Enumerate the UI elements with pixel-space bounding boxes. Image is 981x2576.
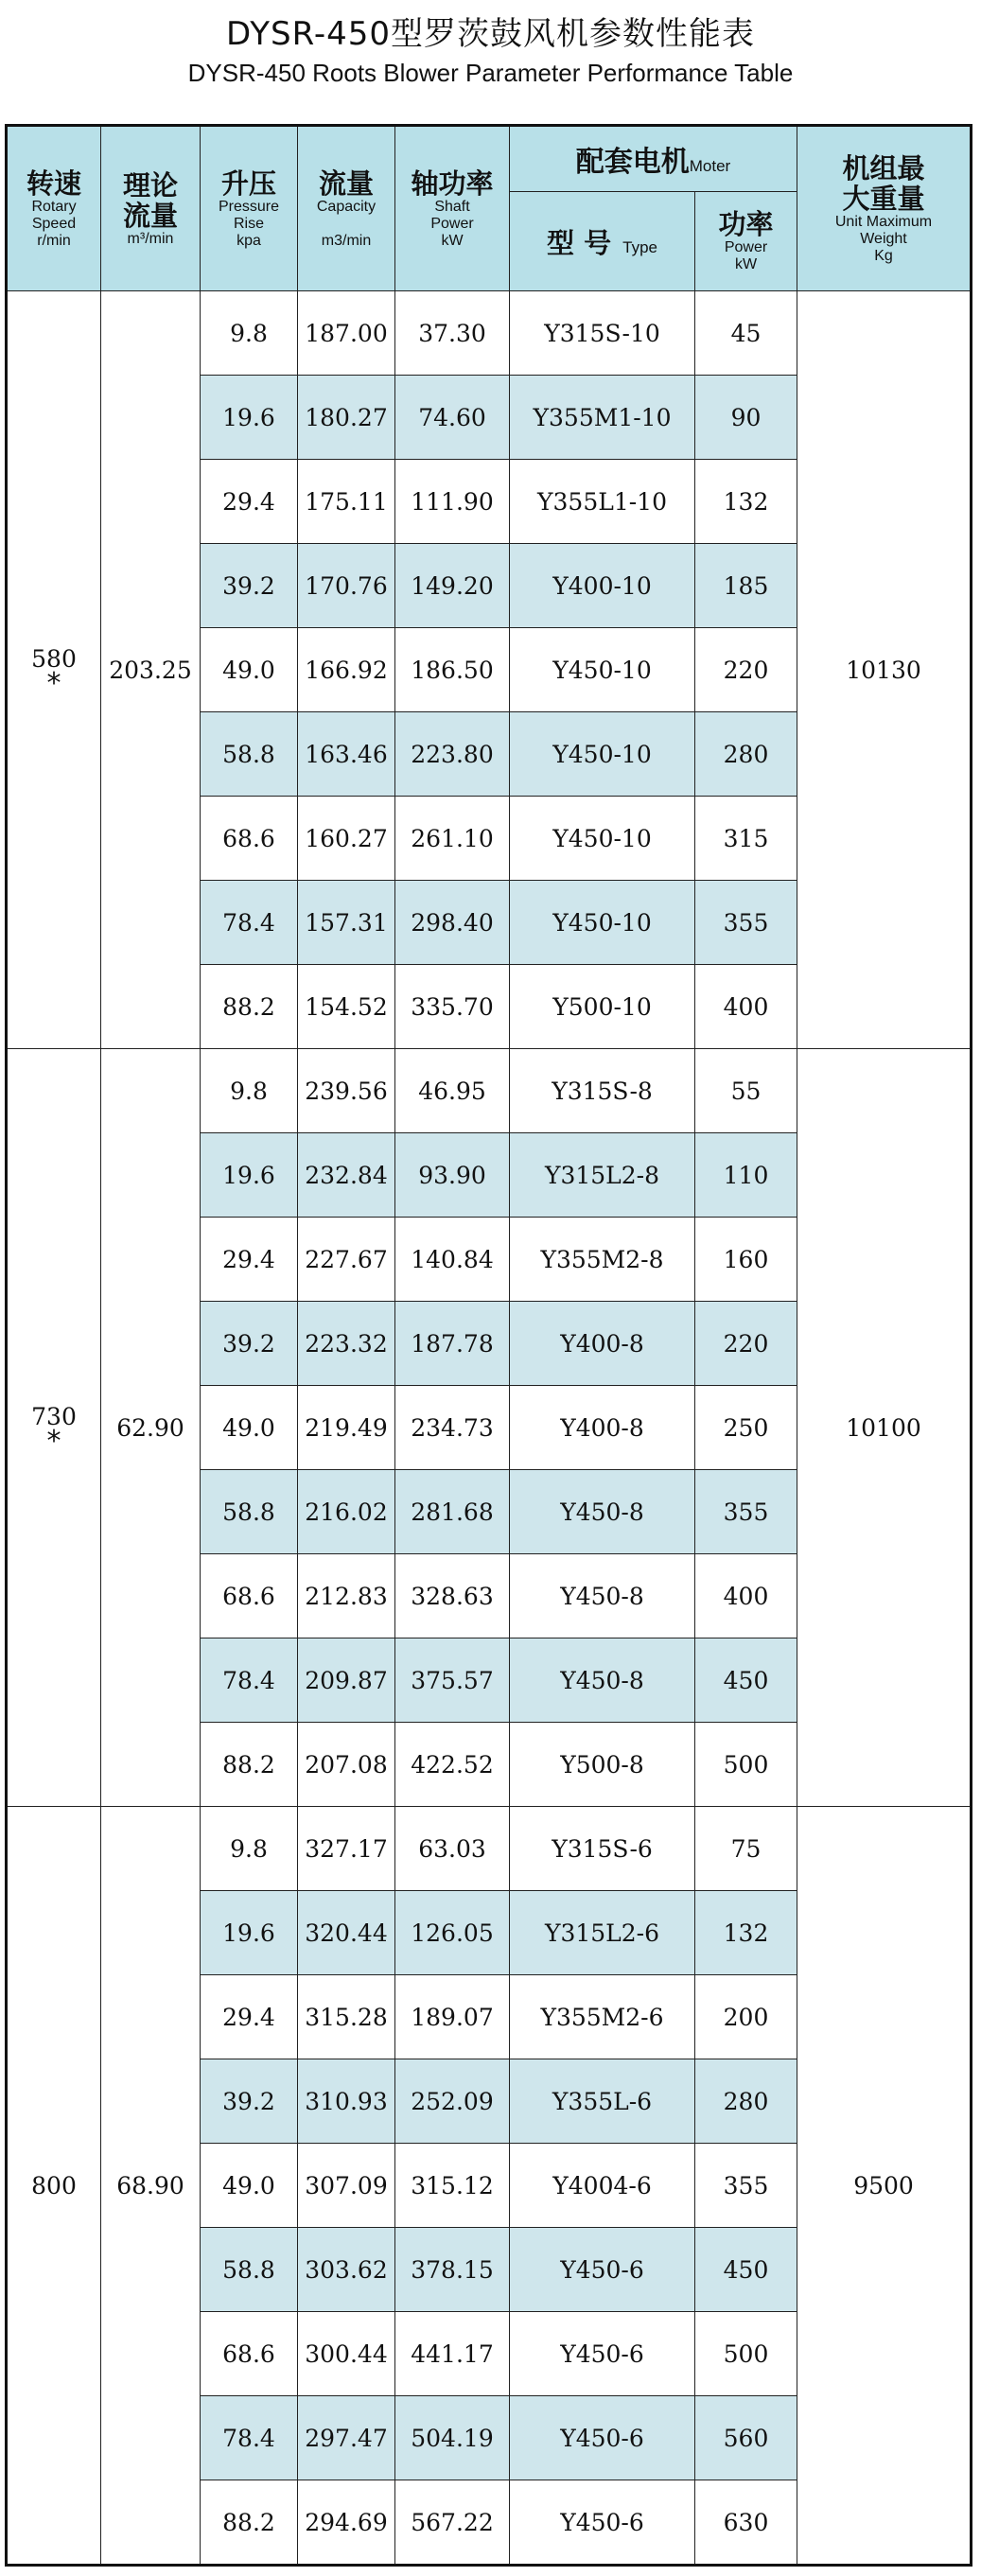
motor-power-cell: 560: [695, 2396, 797, 2480]
motor-type-cell: Y355M2-8: [510, 1218, 695, 1302]
page-title: DYSR-450型罗茨鼓风机参数性能表: [225, 15, 756, 53]
header-capacity-en: Capacity: [316, 198, 377, 215]
motor-power-cell: 355: [695, 1470, 797, 1554]
header-speed: [7, 126, 101, 291]
pressure-cell: 58.8: [201, 2228, 298, 2312]
capacity-cell: 180.27: [298, 376, 395, 460]
header-pressure-rise: [201, 126, 298, 291]
shaft-power-cell: 378.15: [395, 2228, 510, 2312]
pressure-cell: 78.4: [201, 881, 298, 965]
motor-power-cell: 220: [695, 1302, 797, 1386]
motor-type-cell: Y450-6: [510, 2396, 695, 2480]
motor-power-cell: 45: [695, 291, 797, 376]
motor-power-cell: 250: [695, 1386, 797, 1470]
capacity-cell: 315.28: [298, 1975, 395, 2059]
motor-type-cell: Y450-10: [510, 712, 695, 797]
motor-power-cell: 160: [695, 1218, 797, 1302]
pressure-cell: 78.4: [201, 1638, 298, 1723]
shaft-power-cell: 149.20: [395, 544, 510, 628]
table-row: [7, 291, 972, 376]
pressure-cell: 9.8: [201, 291, 298, 376]
motor-power-cell: 630: [695, 2480, 797, 2566]
parameter-table: [5, 124, 972, 2567]
motor-type-cell: Y315S-10: [510, 291, 695, 376]
motor-power-cell: 500: [695, 2312, 797, 2396]
speed-cell: [7, 1049, 101, 1807]
motor-type-cell: Y450-10: [510, 881, 695, 965]
pressure-cell: 88.2: [201, 965, 298, 1049]
capacity-cell: 207.08: [298, 1723, 395, 1807]
pressure-cell: 68.6: [201, 797, 298, 881]
motor-power-cell: 400: [695, 965, 797, 1049]
capacity-cell: 294.69: [298, 2480, 395, 2566]
pressure-cell: 88.2: [201, 2480, 298, 2566]
shaft-power-cell: 422.52: [395, 1723, 510, 1807]
motor-type-cell: Y500-10: [510, 965, 695, 1049]
capacity-cell: 154.52: [298, 965, 395, 1049]
header-flow-cn1: 理论: [122, 168, 178, 202]
shaft-power-cell: 234.73: [395, 1386, 510, 1470]
capacity-cell: 239.56: [298, 1049, 395, 1133]
shaft-power-cell: 504.19: [395, 2396, 510, 2480]
capacity-cell: 157.31: [298, 881, 395, 965]
capacity-cell: 175.11: [298, 460, 395, 544]
shaft-power-cell: 335.70: [395, 965, 510, 1049]
header-weight-en2: Weight: [860, 230, 907, 247]
motor-power-cell: 280: [695, 2059, 797, 2144]
capacity-cell: 300.44: [298, 2312, 395, 2396]
motor-power-cell: 450: [695, 1638, 797, 1723]
capacity-cell: 327.17: [298, 1807, 395, 1891]
motor-type-cell: Y315L2-6: [510, 1891, 695, 1975]
motor-power-cell: 355: [695, 881, 797, 965]
speed-cell: [7, 291, 101, 1049]
pressure-cell: 49.0: [201, 628, 298, 712]
header-motor: [510, 126, 797, 192]
motor-type-cell: Y500-8: [510, 1723, 695, 1807]
motor-power-cell: 110: [695, 1133, 797, 1218]
pressure-cell: 19.6: [201, 1133, 298, 1218]
header-speed-en2: Speed: [31, 215, 77, 232]
header-pressure-cn: 升压: [220, 166, 276, 200]
motor-type-cell: Y450-6: [510, 2480, 695, 2566]
header-shaft-en2: Power: [430, 215, 474, 232]
motor-type-cell: Y355L1-10: [510, 460, 695, 544]
header-weight-unit: Kg: [874, 247, 893, 264]
header-flow-unit: m³/min: [127, 230, 174, 247]
shaft-power-cell: 140.84: [395, 1218, 510, 1302]
shaft-power-cell: 261.10: [395, 797, 510, 881]
motor-type-cell: Y450-10: [510, 628, 695, 712]
capacity-cell: 227.67: [298, 1218, 395, 1302]
header-shaft-unit: kW: [441, 232, 464, 249]
header-shaft-en1: Shaft: [434, 198, 470, 215]
speed-mark: *: [46, 666, 61, 700]
motor-type-cell: Y315L2-8: [510, 1133, 695, 1218]
capacity-cell: 163.46: [298, 712, 395, 797]
shaft-power-cell: 567.22: [395, 2480, 510, 2566]
pressure-cell: 29.4: [201, 460, 298, 544]
motor-type-cell: Y400-8: [510, 1386, 695, 1470]
header-unit-weight: [797, 126, 972, 291]
shaft-power-cell: 93.90: [395, 1133, 510, 1218]
motor-type-cell: Y4004-6: [510, 2144, 695, 2228]
header-weight-cn2: 大重量: [842, 182, 925, 215]
header-weight-en1: Unit Maximum: [834, 213, 933, 230]
unit-weight-cell: 10100: [797, 1049, 972, 1807]
pressure-cell: 68.6: [201, 1554, 298, 1638]
motor-type-cell: Y450-6: [510, 2312, 695, 2396]
pressure-cell: 9.8: [201, 1049, 298, 1133]
header-capacity: [298, 126, 395, 291]
motor-type-cell: Y450-8: [510, 1470, 695, 1554]
header-motor-power: [695, 192, 797, 291]
capacity-cell: 307.09: [298, 2144, 395, 2228]
pressure-cell: 49.0: [201, 1386, 298, 1470]
motor-power-cell: 450: [695, 2228, 797, 2312]
header-pressure-en1: Pressure: [218, 198, 280, 215]
motor-type-cell: Y400-8: [510, 1302, 695, 1386]
pressure-cell: 49.0: [201, 2144, 298, 2228]
shaft-power-cell: 441.17: [395, 2312, 510, 2396]
motor-power-cell: 500: [695, 1723, 797, 1807]
motor-type-cell: Y450-6: [510, 2228, 695, 2312]
shaft-power-cell: 46.95: [395, 1049, 510, 1133]
motor-power-cell: 55: [695, 1049, 797, 1133]
shaft-power-cell: 315.12: [395, 2144, 510, 2228]
motor-power-cell: 132: [695, 1891, 797, 1975]
motor-type-cell: Y450-10: [510, 797, 695, 881]
shaft-power-cell: 63.03: [395, 1807, 510, 1891]
capacity-cell: 216.02: [298, 1470, 395, 1554]
pressure-cell: 29.4: [201, 1975, 298, 2059]
motor-type-cell: Y355L-6: [510, 2059, 695, 2144]
motor-power-cell: 355: [695, 2144, 797, 2228]
table-row: [7, 1807, 972, 1891]
header-capacity-unit: m3/min: [321, 232, 372, 249]
capacity-cell: 310.93: [298, 2059, 395, 2144]
motor-power-cell: 400: [695, 1554, 797, 1638]
pressure-cell: 29.4: [201, 1218, 298, 1302]
capacity-cell: 219.49: [298, 1386, 395, 1470]
shaft-power-cell: 223.80: [395, 712, 510, 797]
motor-power-cell: 280: [695, 712, 797, 797]
shaft-power-cell: 375.57: [395, 1638, 510, 1723]
header-speed-cn: 转速: [26, 166, 81, 200]
unit-weight-cell: 9500: [797, 1807, 972, 2566]
speed-mark: *: [46, 1424, 61, 1458]
capacity-cell: 170.76: [298, 544, 395, 628]
capacity-cell: 320.44: [298, 1891, 395, 1975]
header-pressure-en3: kpa: [236, 232, 261, 249]
motor-power-cell: 75: [695, 1807, 797, 1891]
theoretical-flow-cell: 62.90: [101, 1049, 201, 1807]
shaft-power-cell: 189.07: [395, 1975, 510, 2059]
shaft-power-cell: 187.78: [395, 1302, 510, 1386]
header-power-cn: 功率: [718, 208, 774, 240]
header-motor-cn: 配套电机: [575, 146, 690, 179]
header-speed-en3: r/min: [37, 232, 71, 249]
motor-type-cell: Y355M1-10: [510, 376, 695, 460]
page-subtitle: DYSR-450 Roots Blower Parameter Performance Table: [187, 59, 794, 87]
speed-cell: [7, 1807, 101, 2566]
shaft-power-cell: 298.40: [395, 881, 510, 965]
motor-type-cell: Y450-8: [510, 1554, 695, 1638]
motor-type-cell: Y450-8: [510, 1638, 695, 1723]
pressure-cell: 39.2: [201, 1302, 298, 1386]
capacity-cell: 187.00: [298, 291, 395, 376]
header-motor-en: Moter: [689, 157, 731, 175]
motor-type-cell: Y400-10: [510, 544, 695, 628]
capacity-cell: 223.32: [298, 1302, 395, 1386]
header-shaft-cn: 轴功率: [411, 166, 494, 200]
shaft-power-cell: 74.60: [395, 376, 510, 460]
pressure-cell: 68.6: [201, 2312, 298, 2396]
pressure-cell: 78.4: [201, 2396, 298, 2480]
shaft-power-cell: 281.68: [395, 1470, 510, 1554]
motor-type-cell: Y315S-8: [510, 1049, 695, 1133]
table-body: [7, 291, 972, 2566]
pressure-cell: 39.2: [201, 2059, 298, 2144]
pressure-cell: 58.8: [201, 1470, 298, 1554]
motor-power-cell: 90: [695, 376, 797, 460]
speed-value: 800: [31, 2171, 77, 2199]
header-theoretical-flow: [101, 126, 201, 291]
shaft-power-cell: 252.09: [395, 2059, 510, 2144]
unit-weight-cell: 10130: [797, 291, 972, 1049]
motor-power-cell: 220: [695, 628, 797, 712]
capacity-cell: 166.92: [298, 628, 395, 712]
motor-power-cell: 185: [695, 544, 797, 628]
pressure-cell: 9.8: [201, 1807, 298, 1891]
header-power-en: Power: [724, 239, 768, 255]
capacity-cell: 212.83: [298, 1554, 395, 1638]
motor-power-cell: 132: [695, 460, 797, 544]
shaft-power-cell: 126.05: [395, 1891, 510, 1975]
shaft-power-cell: 111.90: [395, 460, 510, 544]
motor-type-cell: Y355M2-6: [510, 1975, 695, 2059]
shaft-power-cell: 328.63: [395, 1554, 510, 1638]
header-pressure-en2: Rise: [233, 215, 264, 232]
capacity-cell: 209.87: [298, 1638, 395, 1723]
header-capacity-cn: 流量: [318, 166, 374, 200]
pressure-cell: 88.2: [201, 1723, 298, 1807]
theoretical-flow-cell: 203.25: [101, 291, 201, 1049]
theoretical-flow-cell: 68.90: [101, 1807, 201, 2566]
capacity-cell: 160.27: [298, 797, 395, 881]
header-type-en: Type: [622, 237, 657, 256]
speed-value: 580: [31, 644, 77, 673]
pressure-cell: 19.6: [201, 1891, 298, 1975]
header-power-unit: kW: [734, 256, 758, 272]
table-row: [7, 1049, 972, 1133]
pressure-cell: 19.6: [201, 376, 298, 460]
shaft-power-cell: 37.30: [395, 291, 510, 376]
header-weight-cn1: 机组最: [842, 151, 925, 184]
header-motor-type: [510, 192, 695, 291]
motor-type-cell: Y315S-6: [510, 1807, 695, 1891]
capacity-cell: 297.47: [298, 2396, 395, 2480]
header-flow-cn2: 流量: [122, 199, 178, 232]
pressure-cell: 58.8: [201, 712, 298, 797]
shaft-power-cell: 186.50: [395, 628, 510, 712]
pressure-cell: 39.2: [201, 544, 298, 628]
motor-power-cell: 200: [695, 1975, 797, 2059]
header-speed-en1: Rotary: [31, 198, 77, 215]
header-type-cn: 型 号: [547, 226, 612, 259]
capacity-cell: 232.84: [298, 1133, 395, 1218]
capacity-cell: 303.62: [298, 2228, 395, 2312]
header-shaft-power: [395, 126, 510, 291]
motor-power-cell: 315: [695, 797, 797, 881]
speed-value: 730: [31, 1402, 77, 1430]
